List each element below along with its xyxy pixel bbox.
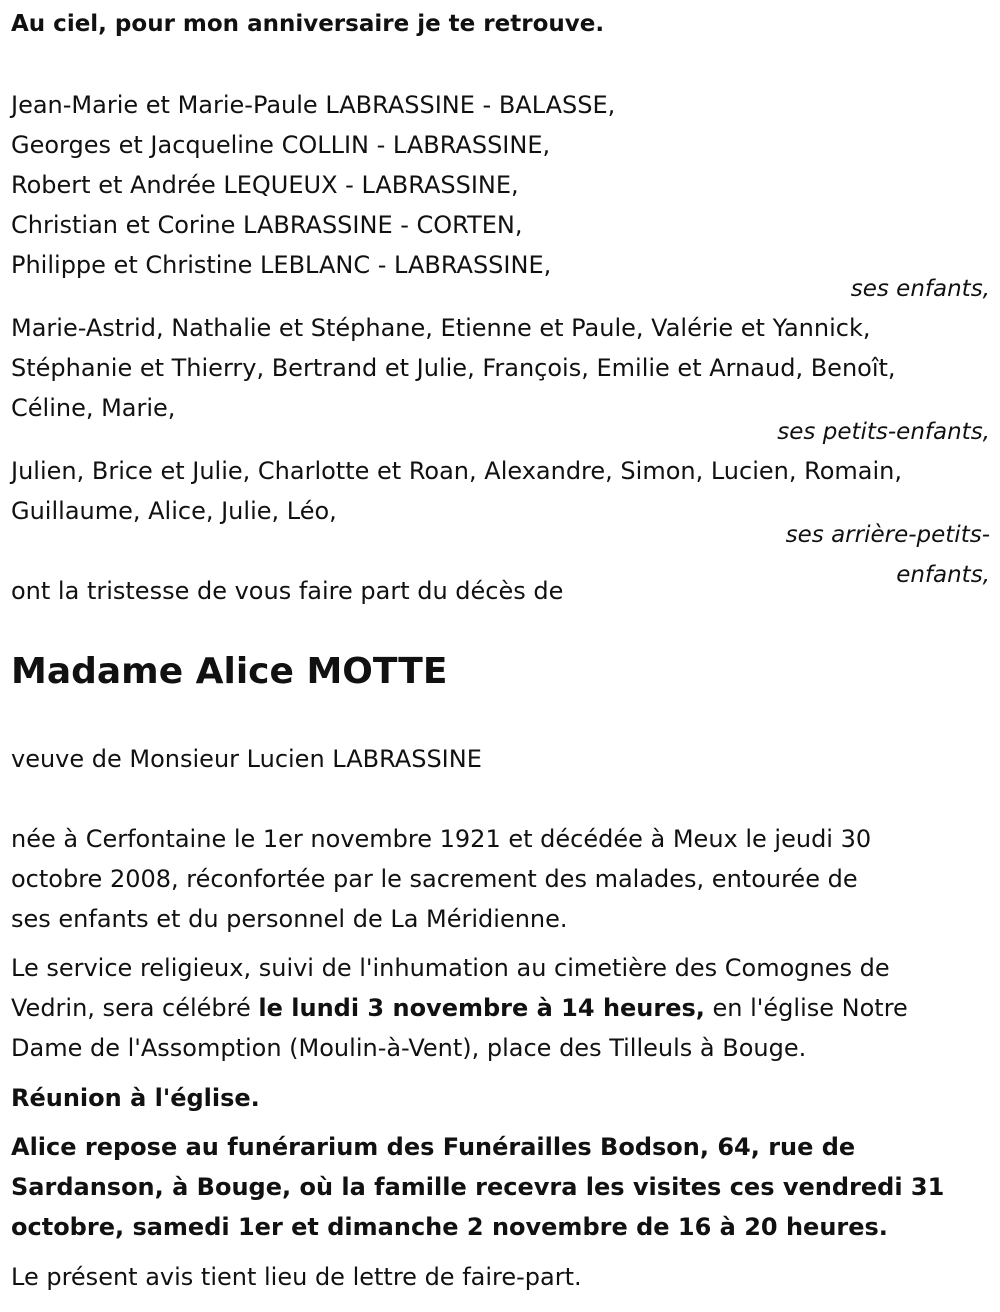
service-line: Le service religieux, suivi de l'inhumation au cimetière des Comognes de — [11, 954, 890, 982]
headline: Au ciel, pour mon anniversaire je te retrouve. — [11, 11, 605, 37]
visitation-line: Sardanson, à Bouge, où la famille recevra les visites ces vendredi 31 — [11, 1173, 945, 1201]
great-grandchildren-line: Julien, Brice et Julie, Charlotte et Roan, Alexandre, Simon, Lucien, Romain, — [11, 457, 902, 485]
children-line: Robert et Andrée LEQUEUX - LABRASSINE, — [11, 171, 519, 199]
children-line: Georges et Jacqueline COLLIN - LABRASSINE, — [11, 131, 551, 159]
birth-death-line: née à Cerfontaine le 1er novembre 1921 et décédée à Meux le jeudi 30 — [11, 825, 872, 853]
children-role: ses enfants, — [850, 276, 990, 302]
service-text: Vedrin, sera célébré — [11, 994, 259, 1022]
grandchildren-line: Céline, Marie, — [11, 394, 176, 422]
great-grandchildren-line: Guillaume, Alice, Julie, Léo, — [11, 497, 337, 525]
deceased-name: Madame Alice MOTTE — [11, 651, 448, 692]
children-line: Christian et Corine LABRASSINE - CORTEN, — [11, 211, 523, 239]
visitation-line: Alice repose au funérarium des Funérailles Bodson, 64, rue de — [11, 1133, 856, 1161]
great-grandchildren-role: ses arrière-petits- — [785, 522, 990, 548]
great-grandchildren-role: enfants, — [896, 562, 990, 588]
announcement: ont la tristesse de vous faire part du décès de — [11, 577, 564, 605]
footer-note: Le présent avis tient lieu de lettre de faire-part. — [11, 1263, 582, 1291]
widow-of: veuve de Monsieur Lucien LABRASSINE — [11, 745, 482, 773]
children-line: Philippe et Christine LEBLANC - LABRASSINE, — [11, 251, 552, 279]
service-text: en l'église Notre — [704, 994, 908, 1022]
visitation-line: octobre, samedi 1er et dimanche 2 novembre de 16 à 20 heures. — [11, 1213, 888, 1241]
grandchildren-line: Stéphanie et Thierry, Bertrand et Julie, François, Emilie et Arnaud, Benoît, — [11, 354, 896, 382]
service-line: Dame de l'Assomption (Moulin-à-Vent), place des Tilleuls à Bouge. — [11, 1034, 807, 1062]
meeting-note: Réunion à l'église. — [11, 1084, 260, 1112]
service-line — [11, 993, 908, 1023]
service-date: le lundi 3 novembre à 14 heures, — [258, 994, 705, 1022]
birth-death-line: ses enfants et du personnel de La Méridienne. — [11, 905, 568, 933]
children-line: Jean-Marie et Marie-Paule LABRASSINE - BALASSE, — [11, 91, 616, 119]
birth-death-line: octobre 2008, réconfortée par le sacrement des malades, entourée de — [11, 865, 858, 893]
grandchildren-role: ses petits-enfants, — [777, 419, 990, 445]
grandchildren-line: Marie-Astrid, Nathalie et Stéphane, Etienne et Paule, Valérie et Yannick, — [11, 314, 871, 342]
